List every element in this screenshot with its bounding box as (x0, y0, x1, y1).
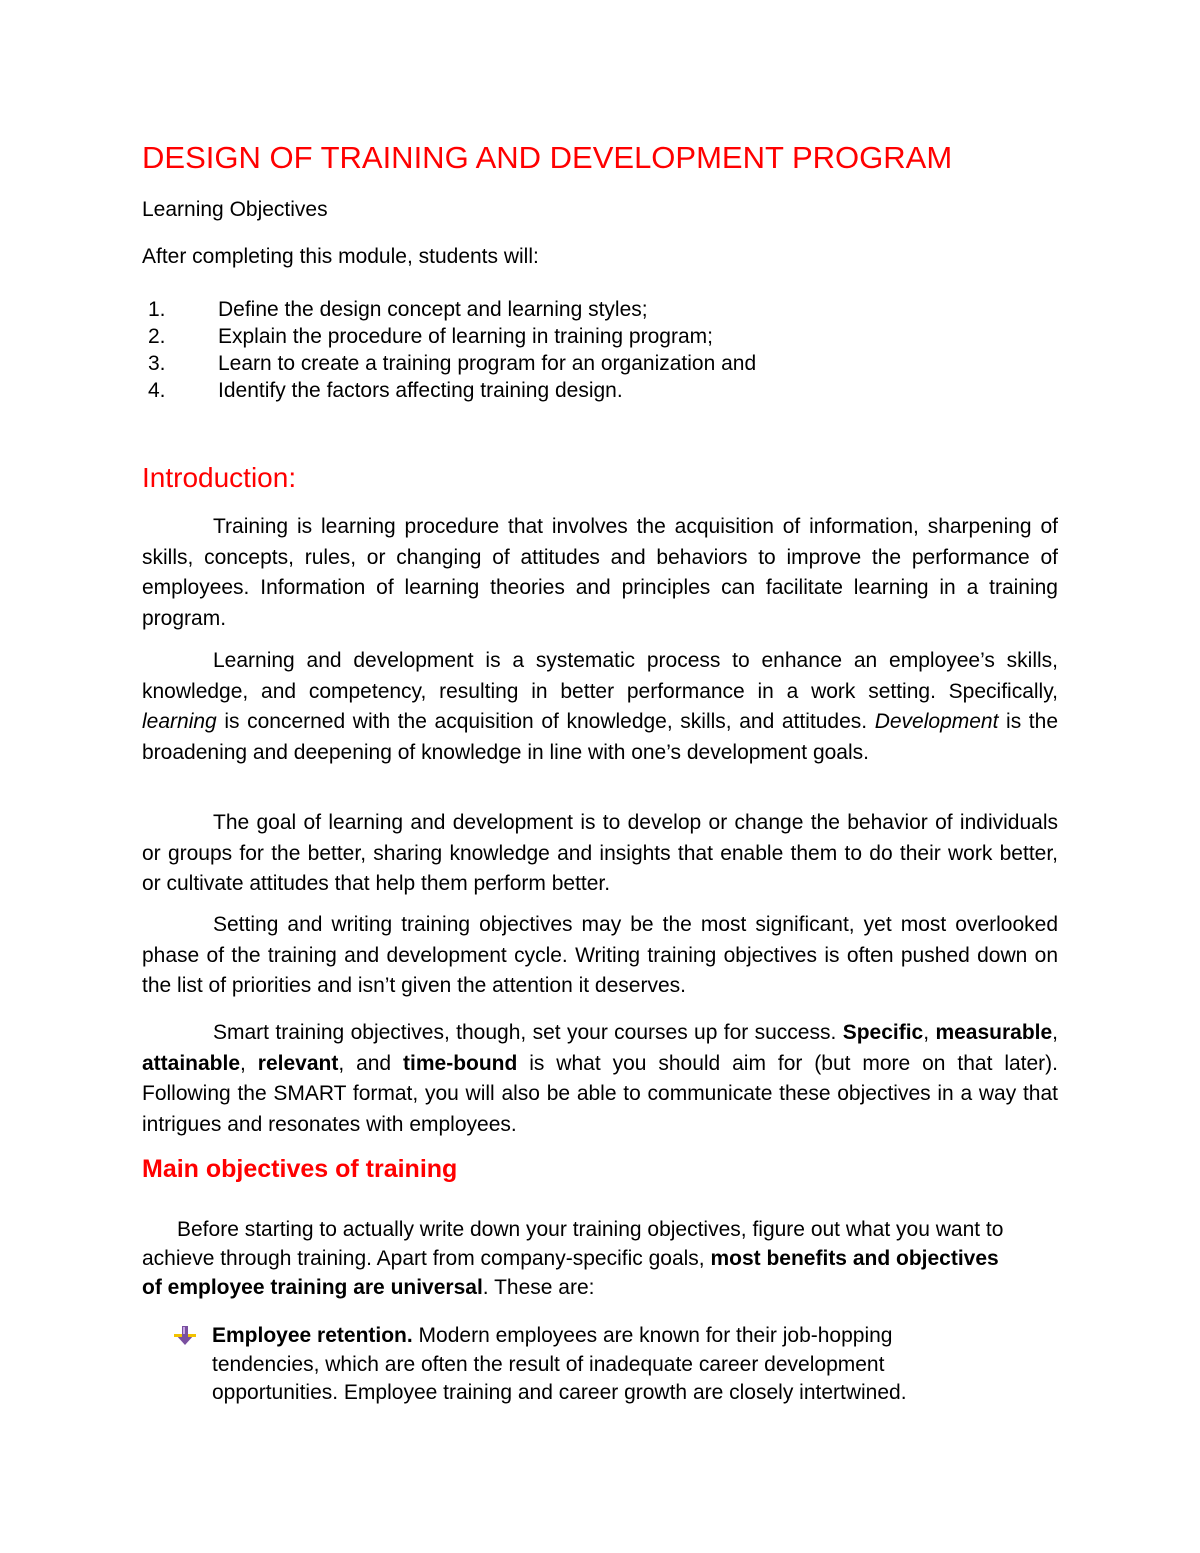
list-number: 4. (148, 379, 166, 402)
list-item (142, 296, 756, 323)
list-number: 1. (148, 298, 166, 321)
intro-paragraph-2 (142, 646, 1058, 768)
bold-term: measurable (935, 1021, 1053, 1044)
text-span: , (1052, 1021, 1059, 1044)
list-number: 2. (148, 325, 166, 348)
learning-objectives-label: Learning Objectives (142, 198, 328, 221)
text-span: is what you should aim for (but more on that later). Following the SMART format, you will also be able to communicate these objectives in a way that intrigues and resonates with employees. (142, 1051, 1058, 1136)
italic-term-learning: learning (142, 710, 217, 733)
text-span: , (240, 1051, 258, 1075)
list-item-text: Explain the procedure of learning in training program; (218, 325, 713, 348)
document-title: DESIGN OF TRAINING AND DEVELOPMENT PROGRAM (142, 140, 953, 175)
text-span: Modern employees are known for their job-hopping tendencies, which are often the result of inadequate career development opportunities. Employee training and career growth are closely intertwined. (212, 1324, 907, 1404)
bold-term: relevant (257, 1051, 339, 1075)
bold-phrase: most benefits and objectives of employee training are universal (142, 1247, 999, 1299)
italic-term-development: Development (874, 710, 999, 733)
intro-line: After completing this module, students will: (142, 245, 539, 268)
list-item-text: Identify the factors affecting training design. (218, 379, 623, 402)
text-span: . These are: (482, 1276, 595, 1299)
main-objectives-heading: Main objectives of training (142, 1155, 458, 1183)
list-item (142, 377, 756, 404)
bold-term: attainable (142, 1051, 241, 1075)
bullet-item (178, 1322, 998, 1408)
intro-paragraph-4: Setting and writing training objectives may be the most significant, yet most overlooked phase of the training and development cycle. Writing training objectives is often pushed down on the list of priorities and isn’t given the attention it deserves. (142, 913, 1058, 997)
text-span: Learning and development is a systematic process to enhance an employee’s skills, knowledge, and competency, resulting in better performance in a work setting. Specifically, (142, 649, 1058, 703)
main-objectives-paragraph (142, 1215, 1022, 1302)
text-span: is concerned with the acquisition of knowledge, skills, and attitudes. (216, 710, 875, 733)
list-item (142, 350, 756, 377)
text-span: Before starting to actually write down your training objectives, figure out what you want to achieve through training. Apart from company-specific goals, (142, 1218, 1004, 1270)
bullet-text (212, 1322, 998, 1408)
intro-paragraph-5 (142, 1018, 1058, 1140)
list-item (142, 323, 756, 350)
intro-paragraph-3: The goal of learning and development is to develop or change the behavior of individuals or groups for the better, sharing knowledge and insights that enable them to do their work better, or cultivate attitudes that help them perform better. (142, 811, 1058, 895)
arrow-bullet-icon (173, 1325, 197, 1347)
text-span: , (923, 1021, 936, 1044)
intro-paragraph-1: Training is learning procedure that involves the acquisition of information, sharpening of skills, concepts, rules, or changing of attitudes and behaviors to improve the performance of employees. Information of learning theories and principles can facilitate learning in a training program. (142, 515, 1058, 630)
text-span: Smart training objectives, though, set your courses up for success. (213, 1021, 843, 1044)
introduction-heading: Introduction: (142, 462, 297, 493)
list-number: 3. (148, 352, 166, 375)
text-span: is the broadening and deepening of knowledge in line with one’s development goals. (142, 710, 1058, 764)
list-item-text: Define the design concept and learning styles; (218, 298, 648, 321)
objectives-list (142, 296, 756, 404)
list-item-text: Learn to create a training program for an organization and (218, 352, 757, 375)
bold-term: Specific (842, 1021, 924, 1044)
bullet-label: Employee retention. (212, 1324, 413, 1347)
text-span: , and (338, 1051, 404, 1075)
bold-term: time-bound (403, 1051, 518, 1075)
